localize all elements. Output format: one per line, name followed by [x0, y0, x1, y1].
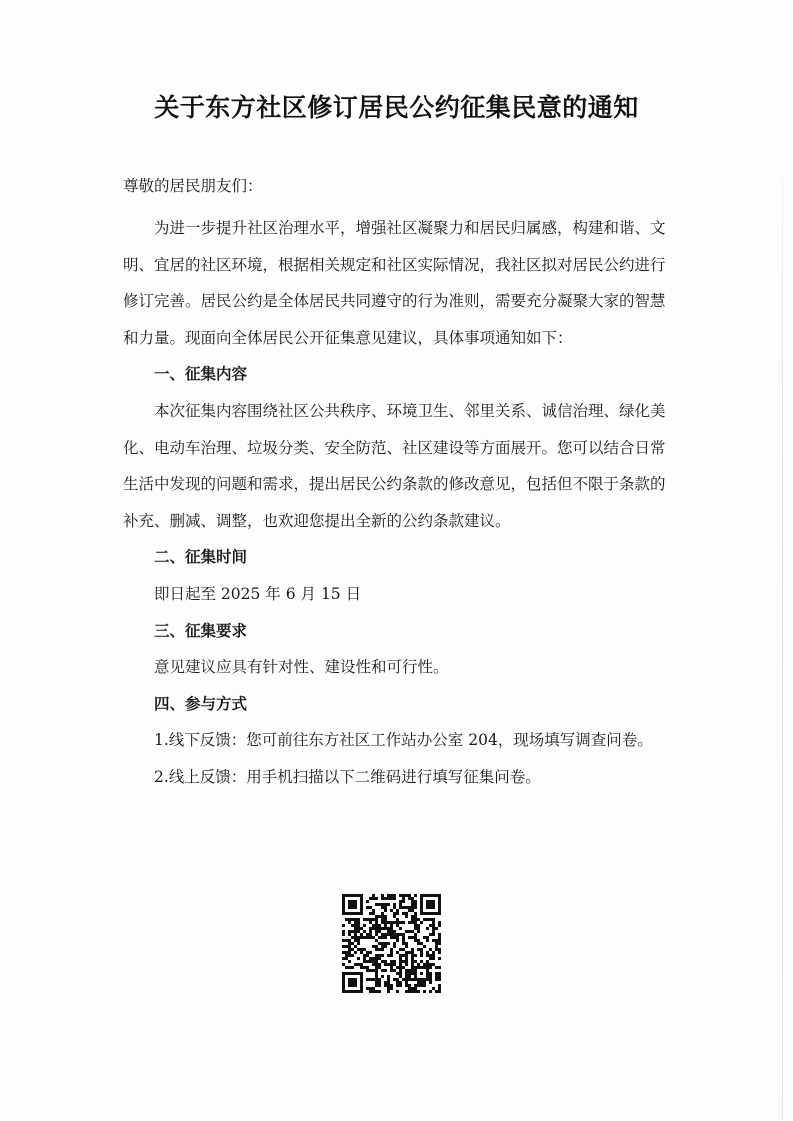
qr-code-icon[interactable]: [342, 894, 441, 993]
offline-feedback: 1.线下反馈：您可前往东方社区工作站办公室 204，现场填写调查问卷。: [154, 731, 653, 750]
qr-code-graphic: [342, 894, 441, 993]
scan-edge-divider: [782, 180, 783, 1120]
intro-line: 和力量。现面向全体居民公开征集意见建议，具体事项通知如下：: [123, 328, 573, 347]
requirements-text: 意见建议应具有针对性、建设性和可行性。: [154, 658, 449, 677]
section-content-line: 补充、删减、调整，也欢迎您提出全新的公约条款建议。: [123, 511, 511, 530]
section-content-line: 化、电动车治理、垃圾分类、安全防范、社区建设等方面展开。您可以结合日常: [123, 438, 666, 457]
intro-line: 修订完善。居民公约是全体居民共同遵守的行为准则，需要充分凝聚大家的智慧: [123, 292, 666, 311]
online-feedback: 2.线上反馈：用手机扫描以下二维码进行填写征集问卷。: [154, 767, 541, 786]
section-heading-time: 二、征集时间: [154, 548, 248, 567]
salutation: 尊敬的居民朋友们：: [123, 177, 263, 195]
intro-line: 为进一步提升社区治理水平，增强社区凝聚力和居民归属感，构建和谐、文: [154, 219, 666, 237]
collection-period: 即日起至 2025 年 6 月 15 日: [154, 584, 362, 603]
section-heading-requirements: 三、征集要求: [154, 621, 248, 640]
intro-line: 明、宜居的社区环境，根据相关规定和社区实际情况，我社区拟对居民公约进行: [123, 255, 666, 274]
page-title: 关于东方社区修订居民公约征集民意的通知: [154, 93, 639, 122]
section-heading-method: 四、参与方式: [154, 694, 248, 713]
section-content-line: 生活中发现的问题和需求，提出居民公约条款的修改意见，包括但不限于条款的: [123, 475, 666, 494]
section-heading-content: 一、征集内容: [154, 365, 248, 384]
document-body: [123, 172, 683, 796]
section-content-line: 本次征集内容围绕社区公共秩序、环境卫生、邻里关系、诚信治理、绿化美: [154, 401, 666, 420]
